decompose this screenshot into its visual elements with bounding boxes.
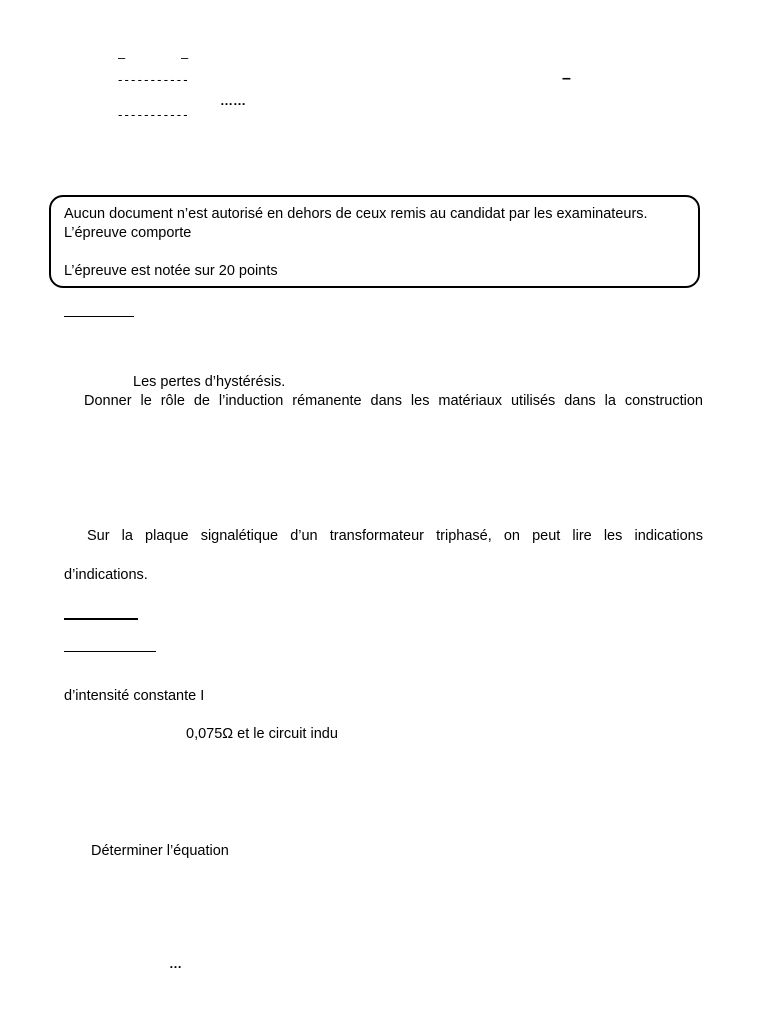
header-dashes-row1: ----------- [118, 72, 190, 87]
nameplate-paragraph: Sur la plaque signalétique d’un transformateur triphasé, on peut lire les indications [87, 528, 703, 544]
indications-line: d’indications. [64, 567, 148, 583]
constant-intensity: d’intensité constante I [64, 688, 205, 704]
question-remanent-induction: Donner le rôle de l’induction rémanente dans les matériaux utilisés dans la construction [84, 393, 703, 409]
info-exam-contents: L’épreuve comporte [64, 225, 192, 241]
section-rule-2 [64, 618, 138, 620]
bottom-ellipsis: … [169, 956, 182, 971]
info-grading: L’épreuve est notée sur 20 points [64, 263, 278, 279]
header-ellipsis: …… [220, 93, 246, 108]
determine-equation: Déterminer l’équation [91, 843, 229, 859]
header-dash-bold: – [562, 70, 571, 87]
header-mark-right: – [181, 50, 190, 65]
header-dashes-row2: ----------- [118, 107, 190, 122]
exam-info-box [49, 195, 700, 288]
resistance-value: 0,075Ω et le circuit indu [186, 726, 338, 742]
section-rule-3 [64, 651, 156, 652]
hysteresis-losses: Les pertes d’hystérésis. [133, 374, 286, 390]
section-rule-1 [64, 316, 134, 317]
header-mark-left: – [118, 50, 127, 65]
info-no-documents: Aucun document n’est autorisé en dehors de ceux remis au candidat par les examinateurs. [64, 206, 648, 222]
